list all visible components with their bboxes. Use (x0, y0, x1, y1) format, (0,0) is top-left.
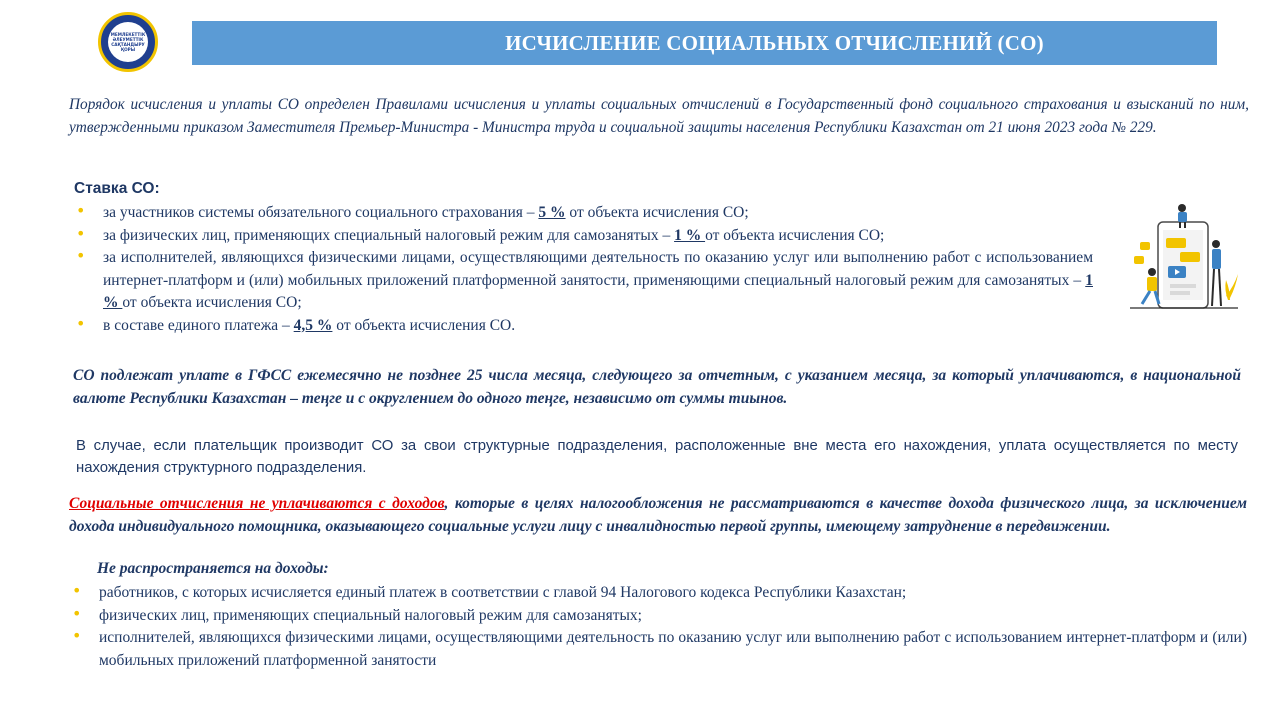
not-apply-heading: Не распространяется на доходы: (97, 560, 329, 577)
bullet-icon: • (72, 626, 82, 645)
rate-item (76, 313, 1093, 338)
rate-text-after: от объекта исчисления СО; (122, 294, 302, 311)
exclusions-list (72, 581, 1247, 672)
bullet-icon: • (76, 313, 86, 333)
fund-logo-text: МЕМЛЕКЕТТІК ӘЛЕУМЕТТІК САҚТАНДЫРУ ҚОРЫ (110, 32, 146, 52)
bullet-icon: • (76, 201, 86, 220)
structural-units-notice: В случае, если плательщик производит СО за свои структурные подразделения, расположенные вне места его нахождения, уплата осуществляется по месту нахождения структурного подразделения. (76, 438, 1238, 476)
page-title: ИСЧИСЛЕНИЕ СОЦИАЛЬНЫХ ОТЧИСЛЕНИЙ (СО) (505, 30, 1044, 55)
rate-text-before: в составе единого платежа – (103, 316, 294, 334)
payment-deadline-notice: СО подлежат уплате в ГФСС ежемесячно не позднее 25 числа месяца, следующего за отчетным, с указанием месяца, за который уплачиваются, в национальной валюте Республики Казахстан – теңге и с округлением до одного теңге, независимо от суммы тиынов. (73, 367, 1241, 407)
rate-text-after: от объекта исчисления СО; (705, 226, 885, 244)
exclusion-text: физических лиц, применяющих специальный налоговый режим для самозанятых; (99, 606, 642, 624)
rate-text-after: от объекта исчисления СО. (332, 316, 516, 334)
exemption-highlight: Социальные отчисления не уплачиваются с доходов (69, 495, 445, 512)
fund-logo-inner (108, 22, 148, 62)
intro-paragraph: Порядок исчисления и уплаты СО определен Правилами исчисления и уплаты социальных отчислений в Государственный фонд социального страхования и взысканий по ним, утвержденными приказом Заместителя Премьер-Министра - Министра труда и социальной защиты населения Республики Казахстан от 21 июня 2023 года № 229. (69, 96, 1249, 136)
rate-text-before: за исполнителей, являющихся физическими лицами, осуществляющими деятельность по оказанию услуг или выполнению работ с использованием интернет-платформ и (или) мобильных приложений платформенной занятости, применяющими специальный налоговый режим для самозанятых – (103, 249, 1093, 289)
exclusion-item (72, 603, 1247, 628)
fund-logo (98, 12, 158, 72)
rates-heading: Ставка СО: (74, 180, 160, 197)
bullet-icon: • (76, 246, 86, 265)
mobile-platform-illustration (1126, 200, 1242, 312)
rate-text-before: за физических лиц, применяющих специальный налоговый режим для самозанятых – (103, 226, 675, 244)
rate-item (76, 223, 1093, 248)
rate-value: 1 % (674, 226, 706, 244)
exclusion-text: работников, с которых исчисляется единый платеж в соответствии с главой 94 Налогового кодекса Республики Казахстан; (99, 584, 907, 601)
bullet-icon: • (72, 581, 82, 600)
rate-text-after: от объекта исчисления СО; (565, 204, 749, 221)
exemption-paragraph (69, 492, 1247, 538)
bullet-icon: • (76, 223, 86, 243)
rate-value: 5 % (538, 204, 566, 221)
rate-item (76, 246, 1093, 315)
rate-value: 4,5 % (293, 316, 333, 334)
exclusion-item (72, 581, 1247, 605)
rate-value: 1 % (103, 271, 1093, 311)
rate-text-before: за участников системы обязательного социального страхования – (103, 204, 539, 221)
bullet-icon: • (72, 603, 82, 623)
title-bar (192, 21, 1217, 65)
exclusion-item (72, 626, 1247, 672)
rates-list (76, 201, 1093, 337)
rate-item (76, 201, 1093, 225)
exemption-rest: , которые в целях налогообложения не рассматриваются в качестве дохода физического лица, за исключением дохода индивидуального помощника, оказывающего социальные услуги лицу с инвалидностью первой группы, имеющему затруднение в передвижении. (69, 495, 1248, 535)
exclusion-text: исполнителей, являющихся физическими лицами, осуществляющими деятельность по оказанию услуг или выполнению работ с использованием интернет-платформ и (или) мобильных приложений платформенной занятости (99, 629, 1247, 669)
